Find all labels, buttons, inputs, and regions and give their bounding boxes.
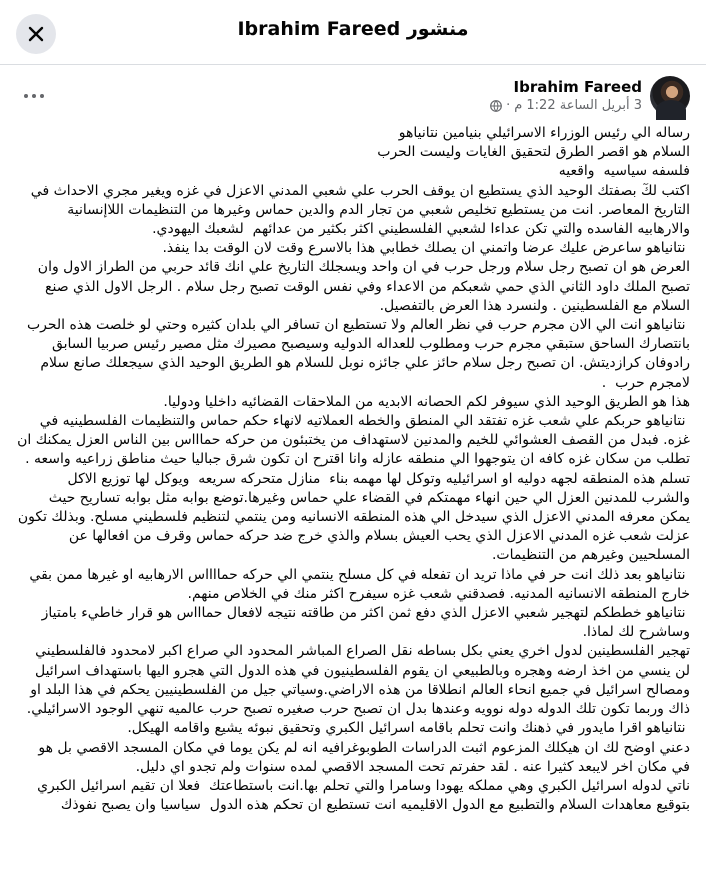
more-options-button[interactable] bbox=[16, 82, 52, 110]
dot-icon bbox=[24, 94, 28, 98]
post-paragraph: نتانياهو حربكم علي شعب غزه تفتقد الي المنطق والخطه العملاتيه لانهاء حكم حماس والتنظيمات الفلسطينيه في غزه. فبدل من القصف العشوائي للخيم والمدنين لاستهداف من يختبئون من حركه حماااس بين الناس العزل يمكنك ان تطلب من سكان غزه كافه ان يتوجهوا الي منطقه عازله وانا اقترح ان تكون شرق جباليا حيث مناطق زراعيه واسعه . تسلم هذه المنطقه لجهه دوليه او اسرائيليه وتوكل لها مهمه بناء منازل متحركه سريعه ويوكل لها توزيع الاكل والشرب للمدنين العزل الي حين انهاء مهمتكم في القضاء علي حماس وغيرها.توضع بوابه مثل بوابه تساريح حيث يمكن معرفه المدني الاعزل الذي سيدخل الي هذه المنطقه الانسانيه ومن ينتمي لتنظيم فلسطيني مسلح. وبذلك تكون عزلت شعب غزه المدني الاعزل الذي يحب العيش بسلام والذي خرج ضد حركه حماس وقرف من افعالها عن المسلحيين وغيرهم من التنظيمات. bbox=[12, 413, 690, 564]
post-paragraph: السلام هو اقصر الطرق لتحقيق الغايات وليست الحرب bbox=[377, 144, 690, 161]
dialog-header bbox=[0, 0, 706, 65]
meta-separator: · bbox=[506, 98, 511, 113]
dot-icon bbox=[40, 94, 44, 98]
post-text bbox=[12, 124, 690, 864]
author-name[interactable]: Ibrahim Fareed bbox=[513, 78, 642, 96]
post-paragraph: نتانياهو خططكم لتهجير شعبي الاعزل الذي دفع ثمن اكثر من طاقته نتيجه لافعال حماااس هو قرار خاطيء بامتياز وساشرح لك لماذا. bbox=[37, 605, 690, 641]
dot-icon bbox=[32, 94, 36, 98]
avatar[interactable] bbox=[650, 76, 690, 116]
post-paragraph: نتانياهو اقرا مايدور في ذهنك وانت تحلم باقامه اسرائيل الكبري وتحقيق نبوئه يشيع واقامه الهيكل. bbox=[127, 720, 690, 737]
post-paragraph: نتانياهو ساعرض عليك عرضا واتمني ان يصلك خطابي هذا بالاسرع وقت لان الوقت بدا ينفذ. bbox=[162, 240, 690, 257]
dialog-title: منشور Ibrahim Fareed bbox=[237, 18, 469, 40]
post-paragraph: دعني اوضح لك ان هيكلك المزعوم اثبت الدراسات الطوبوغرافيه انه لم يكن يوما في مكان المسجد الاقصي بل هو في مكان اخر لايبعد كثيرا عنه . لقد حفرتم تحت المسجد الاقصي لمده سنوات ولم تجدو اي دليل. bbox=[33, 739, 690, 775]
post-paragraph: تهجير الفلسطينين لدول اخري يعني بكل بساطه نقل الصراع المباشر المحدود الي صراع اكبر لامحدود فالفلسطيني لن ينسي من اخذ ارضه وهجره وبالطبيعي ان يقوم الفلسطينيون في هذه الدول التي هجرو اليها باستهداف اسرائيل ومصالح اسرائيل في جميع انحاء العالم انطلاقا من هذه الاراضي.وسياتي جيل من الفلسطينيين يحكم في هذا البلد او ذاك وربما تكون تلك الدوله دوله نوويه وعندها بدل ان تصبح حرب صغيره تصبح حرب عالميه تنهي الوجود الاسرائيلي. bbox=[25, 643, 690, 718]
post-meta bbox=[490, 98, 642, 113]
post-paragraph: نتانياهو انت الي الان مجرم حرب في نظر العالم ولا تستطيع ان تسافر الي بلدان كثيره وحتي لو خلصت هذه الحرب بانتصارك الساحق ستبقي مجرم حرب ومطلوب للعداله الدوليه وسيصبح مصيرك مثل مصير رئيس صربيا السابق رادوفان كرازديتش. ان تصبح رجل سلام حائز علي جائزه نوبل للسلام هو الطريق الوحيد الذي سيجعلك صانع سلام لامجرم حرب . bbox=[22, 317, 690, 391]
post-header bbox=[0, 66, 706, 122]
globe-icon[interactable] bbox=[490, 100, 502, 112]
post-paragraph: اكتب لكٓ بصفتك الوحيد الذي يستطيع ان يوقف الحرب علي شعبي المدني الاعزل في غزه ويغير مجري الاحداث في التاريخ المعاصر. انت من يستطيع تخليص شعبي من تجار الدم والدين حماس وغيرها من التنظيمات اللاإنسانية والارهابيه الفاسده والتي تكن عداءا لشعبي الفلسطيني اكثر بكثير من عدائهم لشعبك اليهودي. bbox=[26, 182, 690, 238]
post-paragraph: رساله الي رئيس الوزراء الاسرائيلي بنيامين نتانياهو bbox=[398, 125, 690, 141]
post-paragraph: العرض هو ان تصبح رجل سلام ورجل حرب في ان واحد ويسجلك التاريخ علي انك قائد حربي من الطراز الاول وان تصبح الملك داود الثاني الذي حمي شعبكم من الاعداء وفي نفس الوقت تصبح رجل سلام . الرجل الاول الذي صنع السلام مع الفلسطينين . ولنسرد هذا العرض بالتفصيل. bbox=[33, 259, 690, 314]
post-paragraph: نتانياهو بعد ذلك انت حر في ماذا تريد ان تفعله في كل مسلح ينتمي الي حركه حمااااس الارهابيه او غيرها ممن بقي خارج المنطقه الانسانيه المدنيه. فصدقني شعب غزه سيفرح اكثر منك في الخلاص منهم. bbox=[24, 566, 690, 602]
post-paragraph: هذا هو الطريق الوحيد الذي سيوفر لكم الحصانه الابديه من الملاحقات القضائيه داخليا ودوليا. bbox=[163, 393, 690, 410]
post-paragraph: ناتي لدوله اسرائيل الكبري وهي مملكه يهودا وسامرا والتي تحلم بها.انت باستطاعتك فعلا ان تقيم اسرائيل الكبري بتوقيع معاهدات السلام والتطبيع مع الدول الاقليميه انت تستطيع ان تحكم هذه الدول سياسيا وان يصبح نفوذك bbox=[32, 777, 690, 814]
post-paragraph: فلسفه سياسيه واقعيه bbox=[558, 163, 690, 180]
post-timestamp[interactable]: 3 أبريل الساعة 1:22 م bbox=[514, 98, 642, 113]
